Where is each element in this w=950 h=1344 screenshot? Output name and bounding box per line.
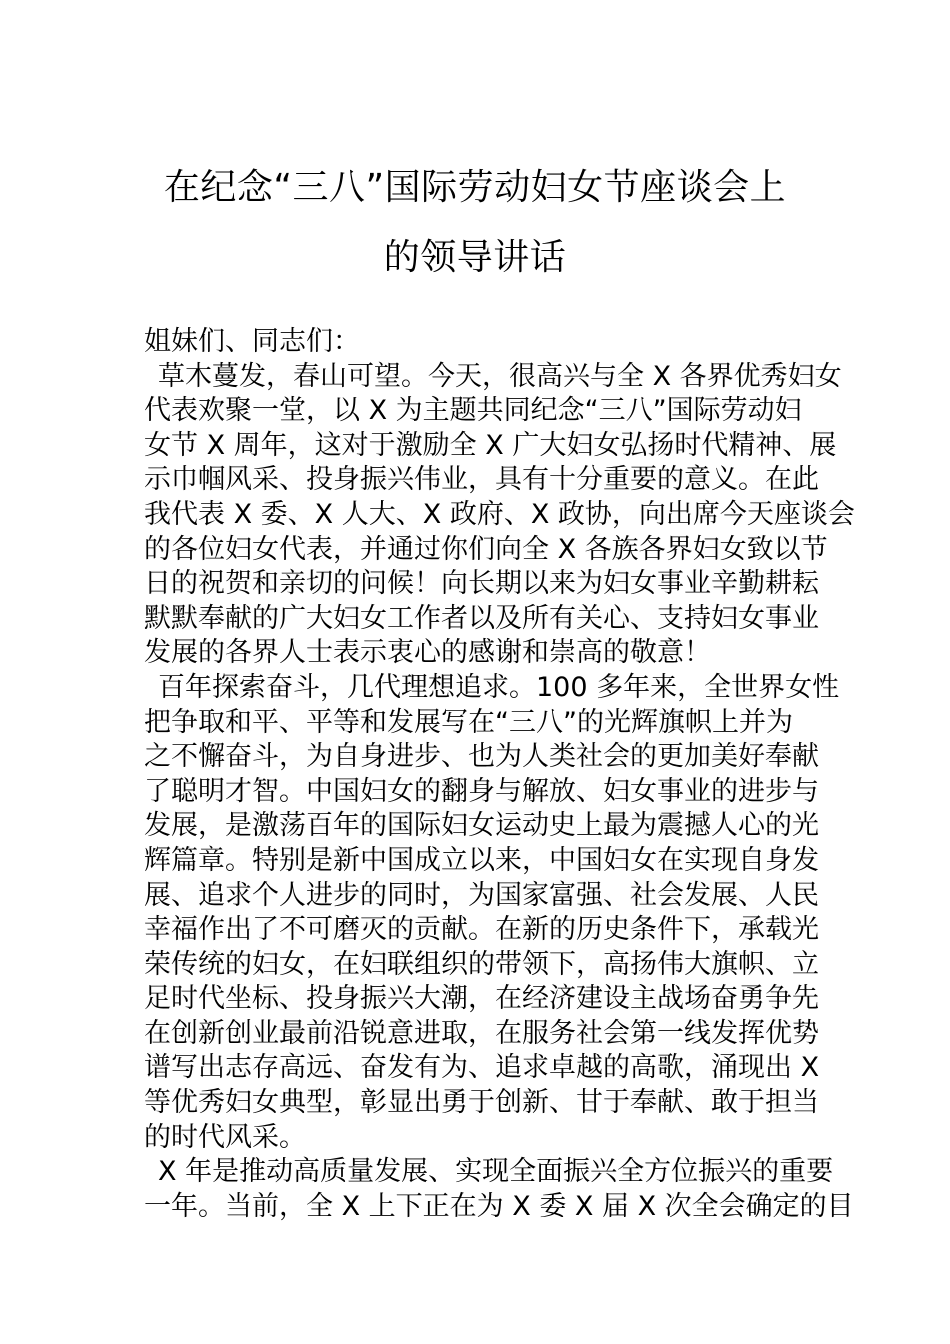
- body-line: 荣传统的妇女，在妇联组织的带领下，高扬伟大旗帜、立: [144, 948, 819, 980]
- body-line: 之不懈奋斗，为自身进步、也为人类社会的更加美好奉献: [144, 741, 819, 773]
- body-line: 幸福作出了不可磨灭的贡献。在新的历史条件下，承载光: [144, 914, 819, 946]
- body-line: 的各位妇女代表，并通过你们向全 X 各族各界妇女致以节: [144, 533, 828, 565]
- body-line: 发展的各界人士表示衷心的感谢和崇高的敬意！: [144, 637, 711, 669]
- body-line: 了聪明才智。中国妇女的翻身与解放、妇女事业的进步与: [144, 775, 819, 807]
- body-line: 姐妹们、同志们：: [144, 326, 360, 357]
- document-body: [144, 325, 855, 1224]
- body-line: 发展，是激荡百年的国际妇女运动史上最为震撼人心的光: [144, 810, 819, 842]
- document-title-line-1: 在纪念“三八”国际劳动妇女节座谈会上: [163, 167, 787, 208]
- body-line: 展、追求个人进步的同时，为国家富强、社会发展、人民: [144, 879, 819, 911]
- body-line: 在创新创业最前沿锐意进取，在服务社会第一线发挥优势: [144, 1017, 819, 1049]
- body-line: 代表欢聚一堂，以 X 为主题共同纪念“三八”国际劳动妇: [144, 395, 802, 427]
- body-line: 等优秀妇女典型，彰显出勇于创新、甘于奉献、敢于担当: [144, 1087, 819, 1119]
- body-line: 百年探索奋斗，几代理想追求。100 多年来，全世界女性: [158, 671, 840, 703]
- body-line: 的时代风采。: [144, 1121, 306, 1153]
- body-line: 谱写出志存高远、奋发有为、追求卓越的高歌，涌现出 X: [144, 1052, 820, 1084]
- body-line: 默默奉献的广大妇女工作者以及所有关心、支持妇女事业: [144, 602, 819, 634]
- body-line: 示巾帼风采、投身振兴伟业，具有十分重要的意义。在此: [144, 464, 819, 496]
- body-line: 辉篇章。特别是新中国成立以来，中国妇女在实现自身发: [144, 844, 819, 876]
- body-line: 一年。当前，全 X 上下正在为 X 委 X 届 X 次全会确定的目: [144, 1190, 854, 1222]
- document-title-line-2: 的领导讲话: [383, 237, 567, 278]
- body-line: 女节 X 周年，这对于激励全 X 广大妇女弘扬时代精神、展: [144, 429, 837, 461]
- body-line: 日的祝贺和亲切的问候！向长期以来为妇女事业辛勤耕耘: [144, 568, 819, 600]
- body-line: 足时代坐标、投身振兴大潮，在经济建设主战场奋勇争先: [144, 983, 819, 1015]
- body-line: X 年是推动高质量发展、实现全面振兴全方位振兴的重要: [158, 1156, 834, 1188]
- body-line: 草木蔓发，春山可望。今天，很高兴与全 X 各界优秀妇女: [158, 360, 842, 392]
- body-line: 我代表 X 委、X 人大、X 政府、X 政协，向出席今天座谈会: [144, 498, 855, 530]
- body-line: 把争取和平、平等和发展写在“三八”的光辉旗帜上并为: [144, 706, 793, 738]
